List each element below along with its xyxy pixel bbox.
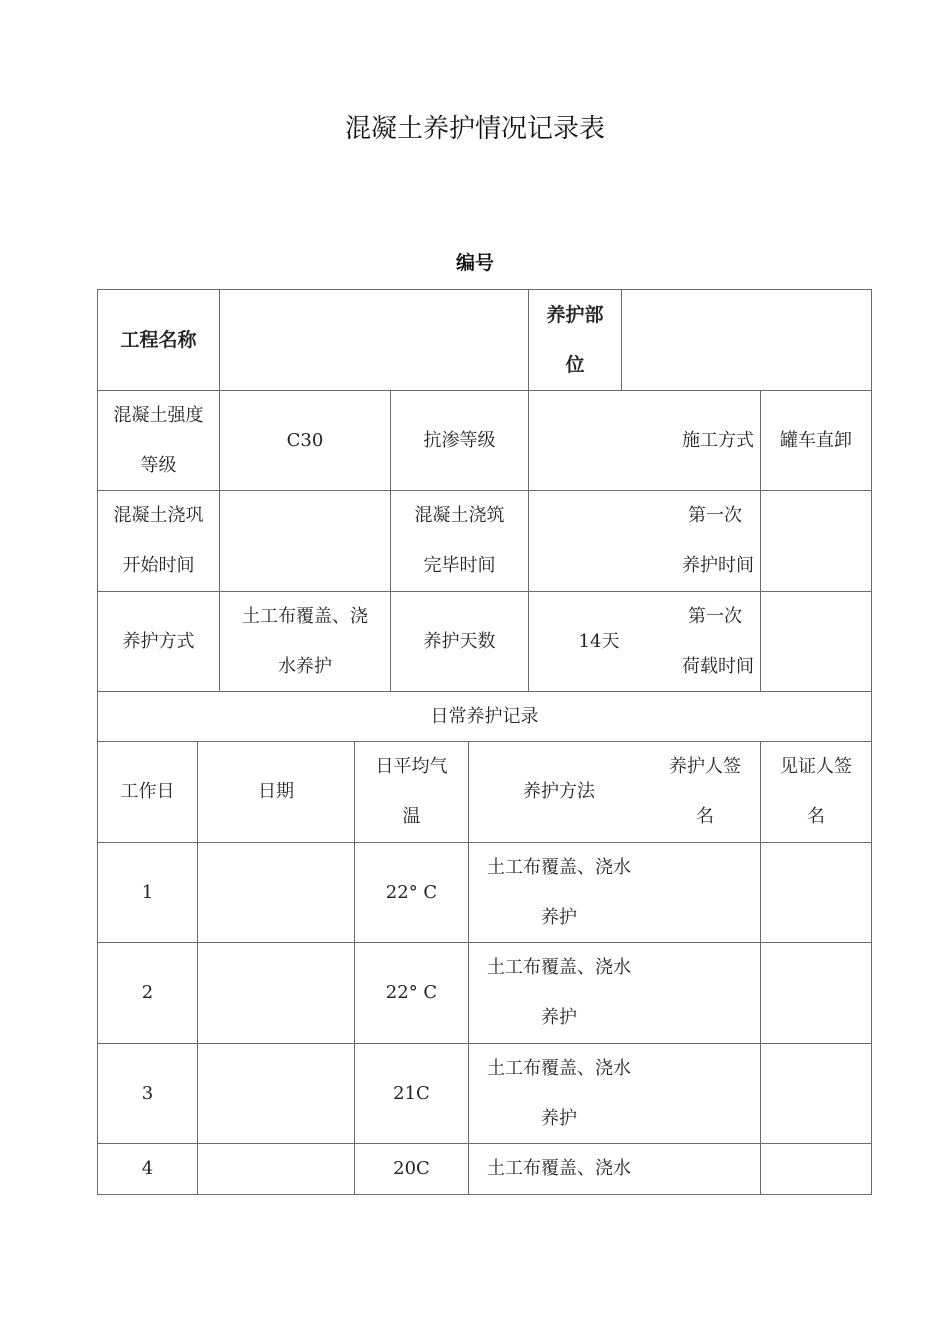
curing-part-label: 养护部 位 [546, 304, 604, 376]
strength-label: 混凝土强度 等级 [113, 404, 204, 476]
table-row-date[interactable] [198, 1144, 354, 1194]
table-row-temp: 20C [393, 1158, 430, 1179]
table-row-witness-sign[interactable] [761, 1044, 871, 1143]
pour-start-label: 混凝土浇巩 开始时间 [113, 505, 204, 576]
page-title: 混凝土养护情况记录表 [344, 114, 605, 144]
table-row-temp: 22° C [385, 982, 438, 1003]
table-row-date[interactable] [198, 943, 354, 1043]
table-row-method: 土工布覆盖、浇水 [487, 1158, 631, 1179]
table-row-temp: 22° C [385, 881, 438, 903]
table-row-witness-sign[interactable] [761, 943, 871, 1043]
table-row-date[interactable] [198, 843, 354, 942]
table-row-witness-sign[interactable] [761, 1144, 871, 1194]
col-header-curer-sign: 养护人签 名 [669, 756, 741, 827]
first-load-value[interactable] [761, 592, 871, 691]
table-row-date[interactable] [198, 1044, 354, 1143]
table-row-workday: 1 [141, 881, 154, 903]
strength-value[interactable]: C30 [286, 429, 324, 451]
serial-number-label: 编号 [455, 252, 494, 274]
first-curing-value[interactable] [761, 491, 871, 591]
col-header-date: 日期 [258, 781, 294, 802]
first-load-label: 第一次 荷载时间 [682, 605, 754, 677]
curing-method-value[interactable]: 土工布覆盖、浇 水养护 [242, 605, 368, 677]
daily-section-header: 日常养护记录 [430, 705, 539, 727]
table-row-method: 土工布覆盖、浇水 养护 [487, 856, 631, 928]
curing-method-label: 养护方式 [122, 630, 195, 652]
construction-method-label: 施工方式 [682, 429, 754, 451]
curing-days-label: 养护天数 [423, 630, 496, 652]
project-name-value[interactable] [220, 290, 528, 390]
col-header-workday: 工作日 [120, 781, 175, 802]
table-row-method: 土工布覆盖、浇水 养护 [487, 1057, 631, 1129]
curing-days-value[interactable]: 14天 [578, 630, 620, 652]
col-header-witness-sign: 见证人签 名 [780, 756, 852, 827]
first-curing-label: 第一次 养护时间 [682, 505, 754, 576]
impermeability-label: 抗渗等级 [423, 429, 496, 451]
table-row-workday: 4 [141, 1158, 154, 1179]
curing-part-value[interactable] [622, 290, 871, 390]
pour-end-label: 混凝土浇筑 完毕时间 [414, 505, 505, 576]
col-header-method: 养护方法 [523, 781, 595, 802]
construction-method-value[interactable]: 罐车直卸 [780, 429, 852, 451]
table-row-witness-sign[interactable] [761, 843, 871, 942]
pour-start-value[interactable] [220, 491, 390, 591]
table-row-temp: 21C [393, 1082, 430, 1104]
project-name-label: 工程名称 [120, 329, 197, 351]
col-header-temp: 日平均气 温 [375, 756, 448, 827]
table-row-workday: 3 [141, 1082, 154, 1104]
table-row-method: 土工布覆盖、浇水 养护 [487, 957, 631, 1028]
table-row-workday: 2 [141, 982, 154, 1003]
